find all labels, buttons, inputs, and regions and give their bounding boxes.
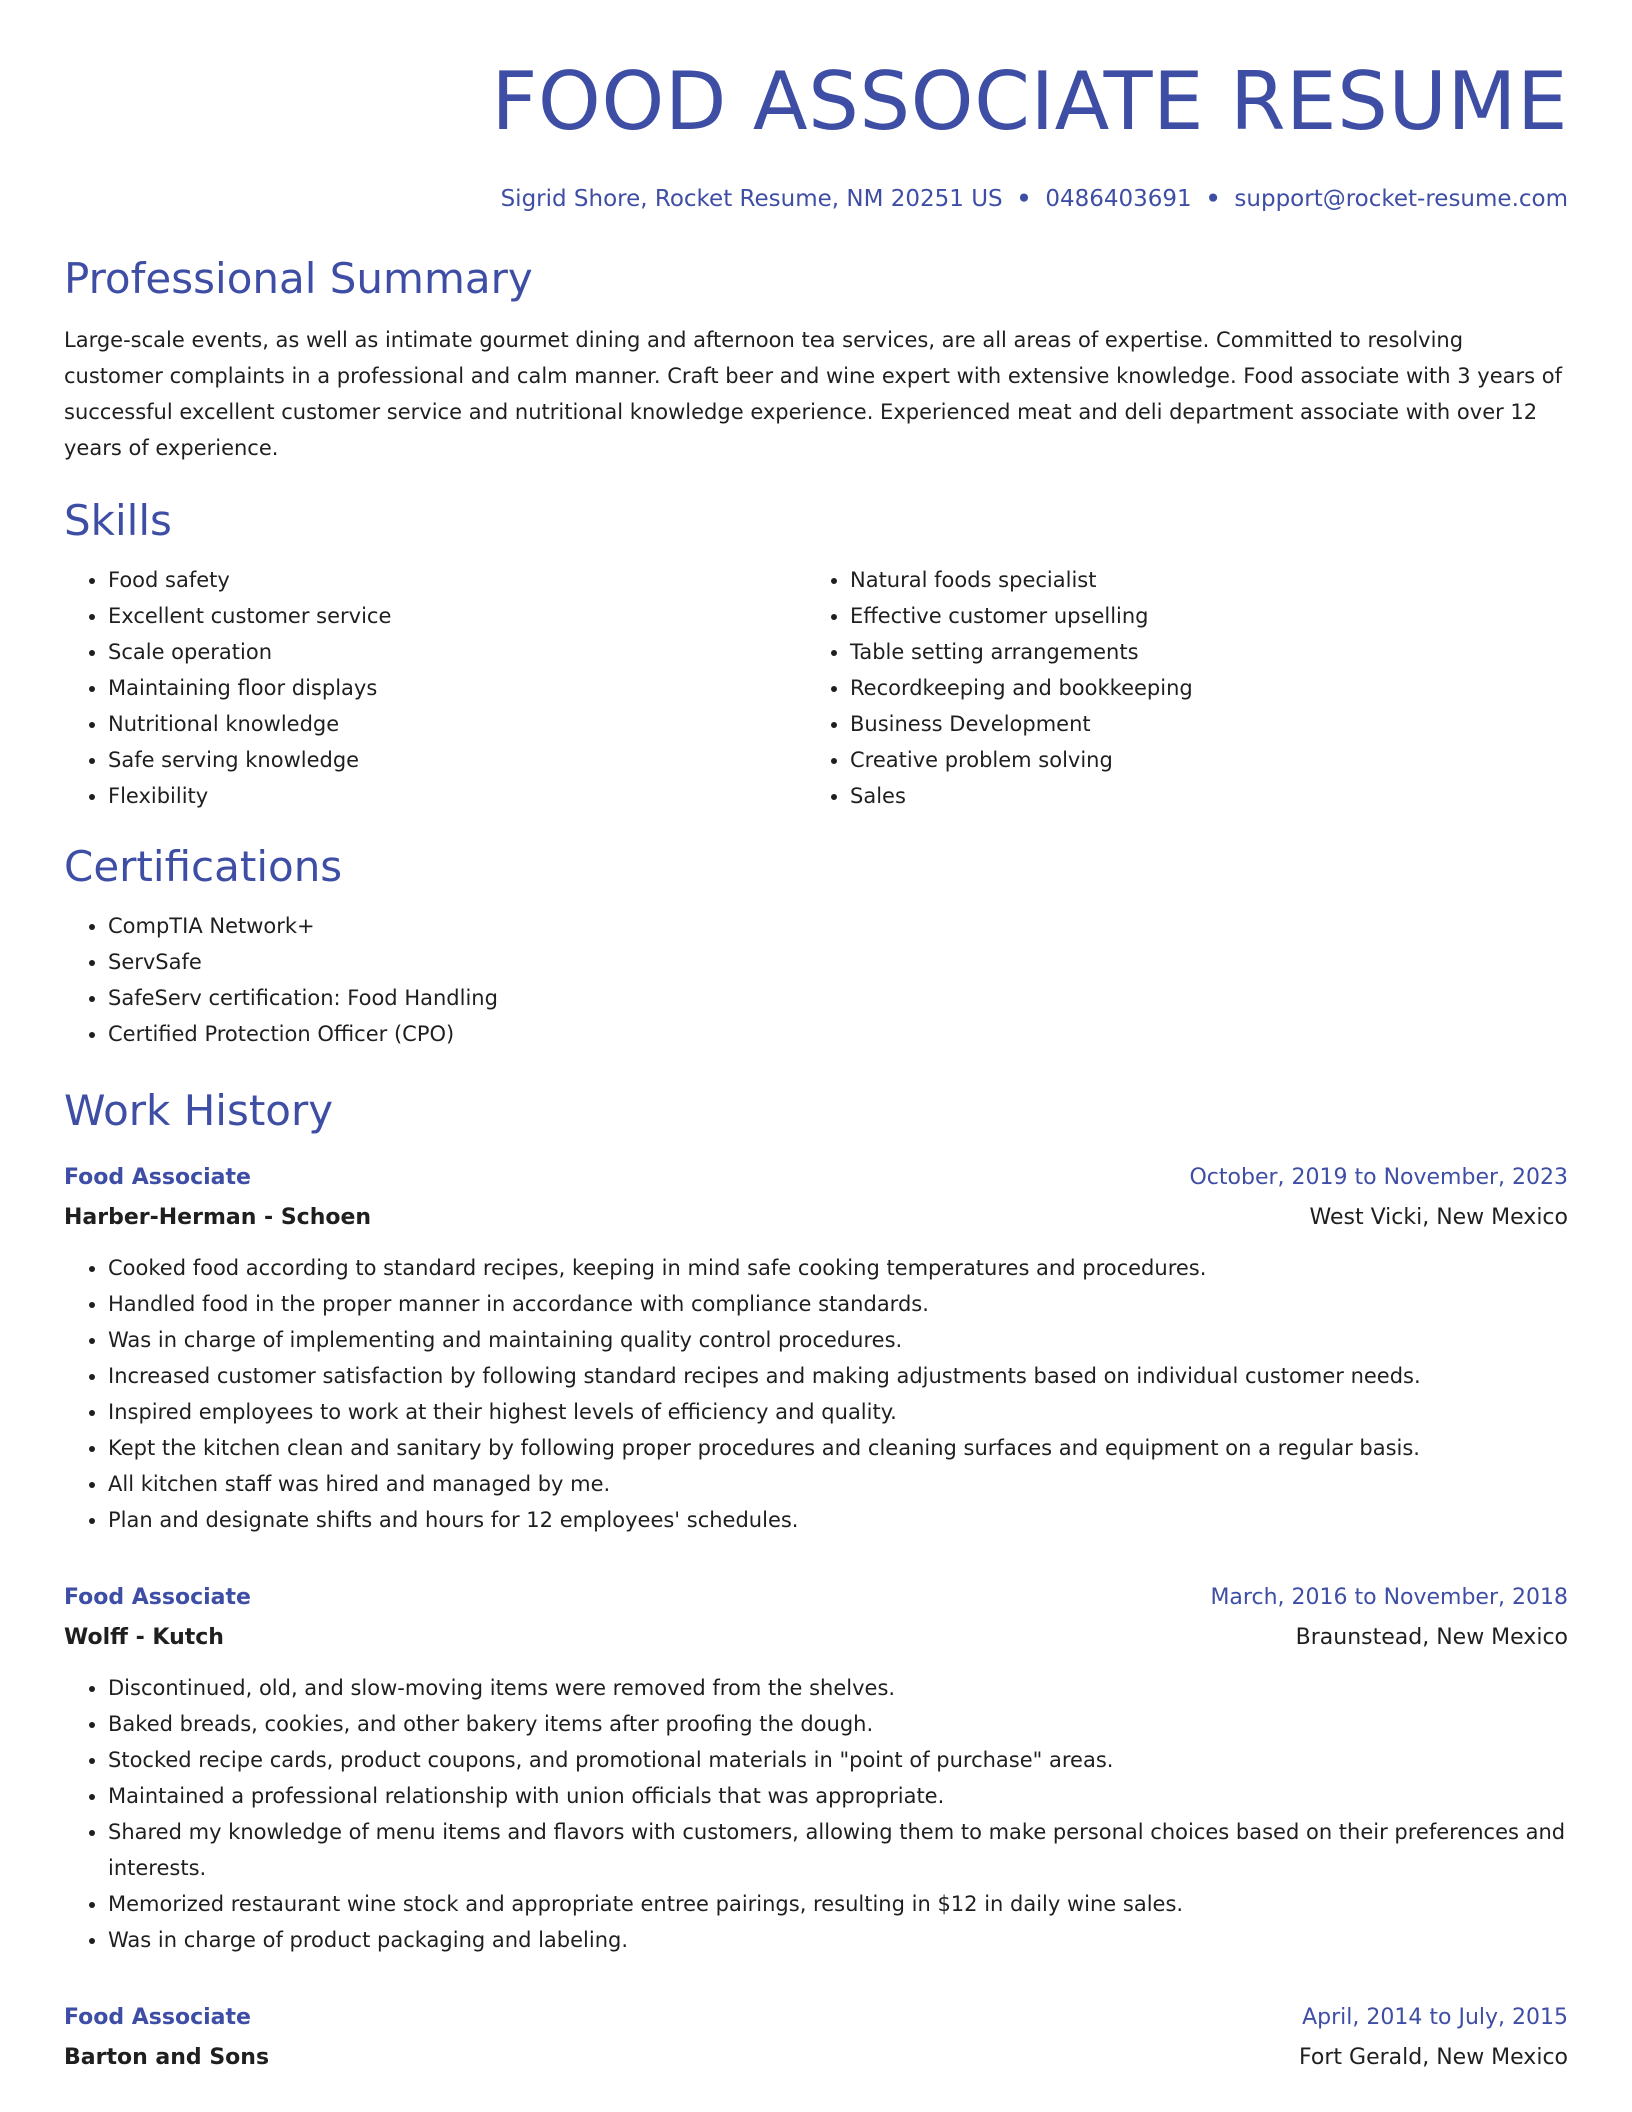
summary-heading: Professional Summary xyxy=(64,254,533,303)
certification-item: • SafeServ certification: Food Handling xyxy=(108,980,1568,1016)
resume-title: FOOD ASSOCIATE RESUME xyxy=(491,55,1568,148)
job-entry xyxy=(64,1998,1568,2078)
job-location: Braunstead, New Mexico xyxy=(1295,1625,1568,1650)
job-bullet: • Shared my knowledge of menu items and flavors with customers, allowing them to make personal choices based on their preferences and interests. xyxy=(108,1814,1568,1886)
contact-email[interactable]: support@rocket-resume.com xyxy=(1234,186,1568,212)
job-title: Food Associate xyxy=(64,1165,251,1190)
job-entry xyxy=(64,1158,1568,1538)
skill-item: • Food safety xyxy=(108,562,806,598)
skill-item: • Scale operation xyxy=(108,634,806,670)
skill-item: • Flexibility xyxy=(108,778,806,814)
skill-item: • Excellent customer service xyxy=(108,598,806,634)
job-bullet: • Increased customer satisfaction by following standard recipes and making adjustments based on individual customer needs. xyxy=(108,1358,1568,1394)
job-dates: October, 2019 to November, 2023 xyxy=(1189,1165,1568,1190)
skill-item: • Recordkeeping and bookkeeping xyxy=(850,670,1548,706)
skills-list-left xyxy=(64,562,806,814)
job-bullet: • Maintained a professional relationship with union officials that was appropriate. xyxy=(108,1778,1568,1814)
contact-phone[interactable]: 0486403691 xyxy=(1045,186,1192,212)
job-title: Food Associate xyxy=(64,1585,251,1610)
job-location: West Vicki, New Mexico xyxy=(1309,1205,1568,1230)
contact-address: Sigrid Shore, Rocket Resume, NM 20251 US xyxy=(500,186,1003,212)
job-company: Harber-Herman - Schoen xyxy=(64,1205,372,1230)
job-bullets xyxy=(64,1670,1568,1958)
contact-line xyxy=(64,184,1568,214)
job-dates: March, 2016 to November, 2018 xyxy=(1210,1585,1568,1610)
job-location: Fort Gerald, New Mexico xyxy=(1299,2045,1568,2070)
job-company-row xyxy=(64,1198,1568,1238)
skill-item: • Effective customer upselling xyxy=(850,598,1548,634)
skill-item: • Safe serving knowledge xyxy=(108,742,806,778)
skills-heading: Skills xyxy=(64,496,172,545)
certification-item: • Certified Protection Officer (CPO) xyxy=(108,1016,1568,1052)
job-bullet: • Stocked recipe cards, product coupons, and promotional materials in "point of purchase" areas. xyxy=(108,1742,1568,1778)
skill-item: • Table setting arrangements xyxy=(850,634,1548,670)
job-bullet: • Handled food in the proper manner in accordance with compliance standards. xyxy=(108,1286,1568,1322)
skill-item: • Sales xyxy=(850,778,1548,814)
contact-separator: • xyxy=(1016,186,1032,212)
job-header-row xyxy=(64,1998,1568,2038)
skill-item: • Business Development xyxy=(850,706,1548,742)
certifications-heading: Certifications xyxy=(64,842,343,891)
job-header-row xyxy=(64,1158,1568,1198)
job-bullet: • Was in charge of implementing and maintaining quality control procedures. xyxy=(108,1322,1568,1358)
job-company-row xyxy=(64,2038,1568,2078)
job-bullet: • Baked breads, cookies, and other bakery items after proofing the dough. xyxy=(108,1706,1568,1742)
skill-item: • Nutritional knowledge xyxy=(108,706,806,742)
job-bullet: • All kitchen staff was hired and managed by me. xyxy=(108,1466,1568,1502)
job-bullet: • Memorized restaurant wine stock and appropriate entree pairings, resulting in $12 in daily wine sales. xyxy=(108,1886,1568,1922)
skills-grid xyxy=(64,562,1568,814)
job-header-row xyxy=(64,1578,1568,1618)
skills-list-right xyxy=(806,562,1548,814)
certification-item: • ServSafe xyxy=(108,944,1568,980)
job-bullet: • Kept the kitchen clean and sanitary by following proper procedures and cleaning surfaces and equipment on a regular basis. xyxy=(108,1430,1568,1466)
job-bullet: • Discontinued, old, and slow-moving items were removed from the shelves. xyxy=(108,1670,1568,1706)
contact-separator: • xyxy=(1205,186,1221,212)
job-bullet: • Inspired employees to work at their highest levels of efficiency and quality. xyxy=(108,1394,1568,1430)
certification-item: • CompTIA Network+ xyxy=(108,908,1568,944)
job-company: Barton and Sons xyxy=(64,2045,270,2070)
skill-item: • Maintaining floor displays xyxy=(108,670,806,706)
certifications-list xyxy=(64,908,1568,1052)
job-bullet: • Was in charge of product packaging and labeling. xyxy=(108,1922,1568,1958)
job-company-row xyxy=(64,1618,1568,1658)
job-bullet: • Plan and designate shifts and hours for 12 employees' schedules. xyxy=(108,1502,1568,1538)
skill-item: • Creative problem solving xyxy=(850,742,1548,778)
summary-text: Large-scale events, as well as intimate gourmet dining and afternoon tea services, are all areas of expertise. Committed to resolving customer complaints in a professional and calm manner. Craft beer and wine expert with extensive knowledge. Food associate with 3 years of successful excellent customer service and nutritional knowledge experience. Experienced meat and deli department associate with over 12 years of experience. xyxy=(64,328,1562,460)
job-bullets xyxy=(64,1250,1568,1538)
job-company: Wolff - Kutch xyxy=(64,1625,224,1650)
work-history-heading: Work History xyxy=(64,1086,334,1135)
job-entry xyxy=(64,1578,1568,1958)
skill-item: • Natural foods specialist xyxy=(850,562,1548,598)
job-title: Food Associate xyxy=(64,2005,251,2030)
job-bullet: • Cooked food according to standard recipes, keeping in mind safe cooking temperatures and procedures. xyxy=(108,1250,1568,1286)
job-dates: April, 2014 to July, 2015 xyxy=(1302,2005,1568,2030)
